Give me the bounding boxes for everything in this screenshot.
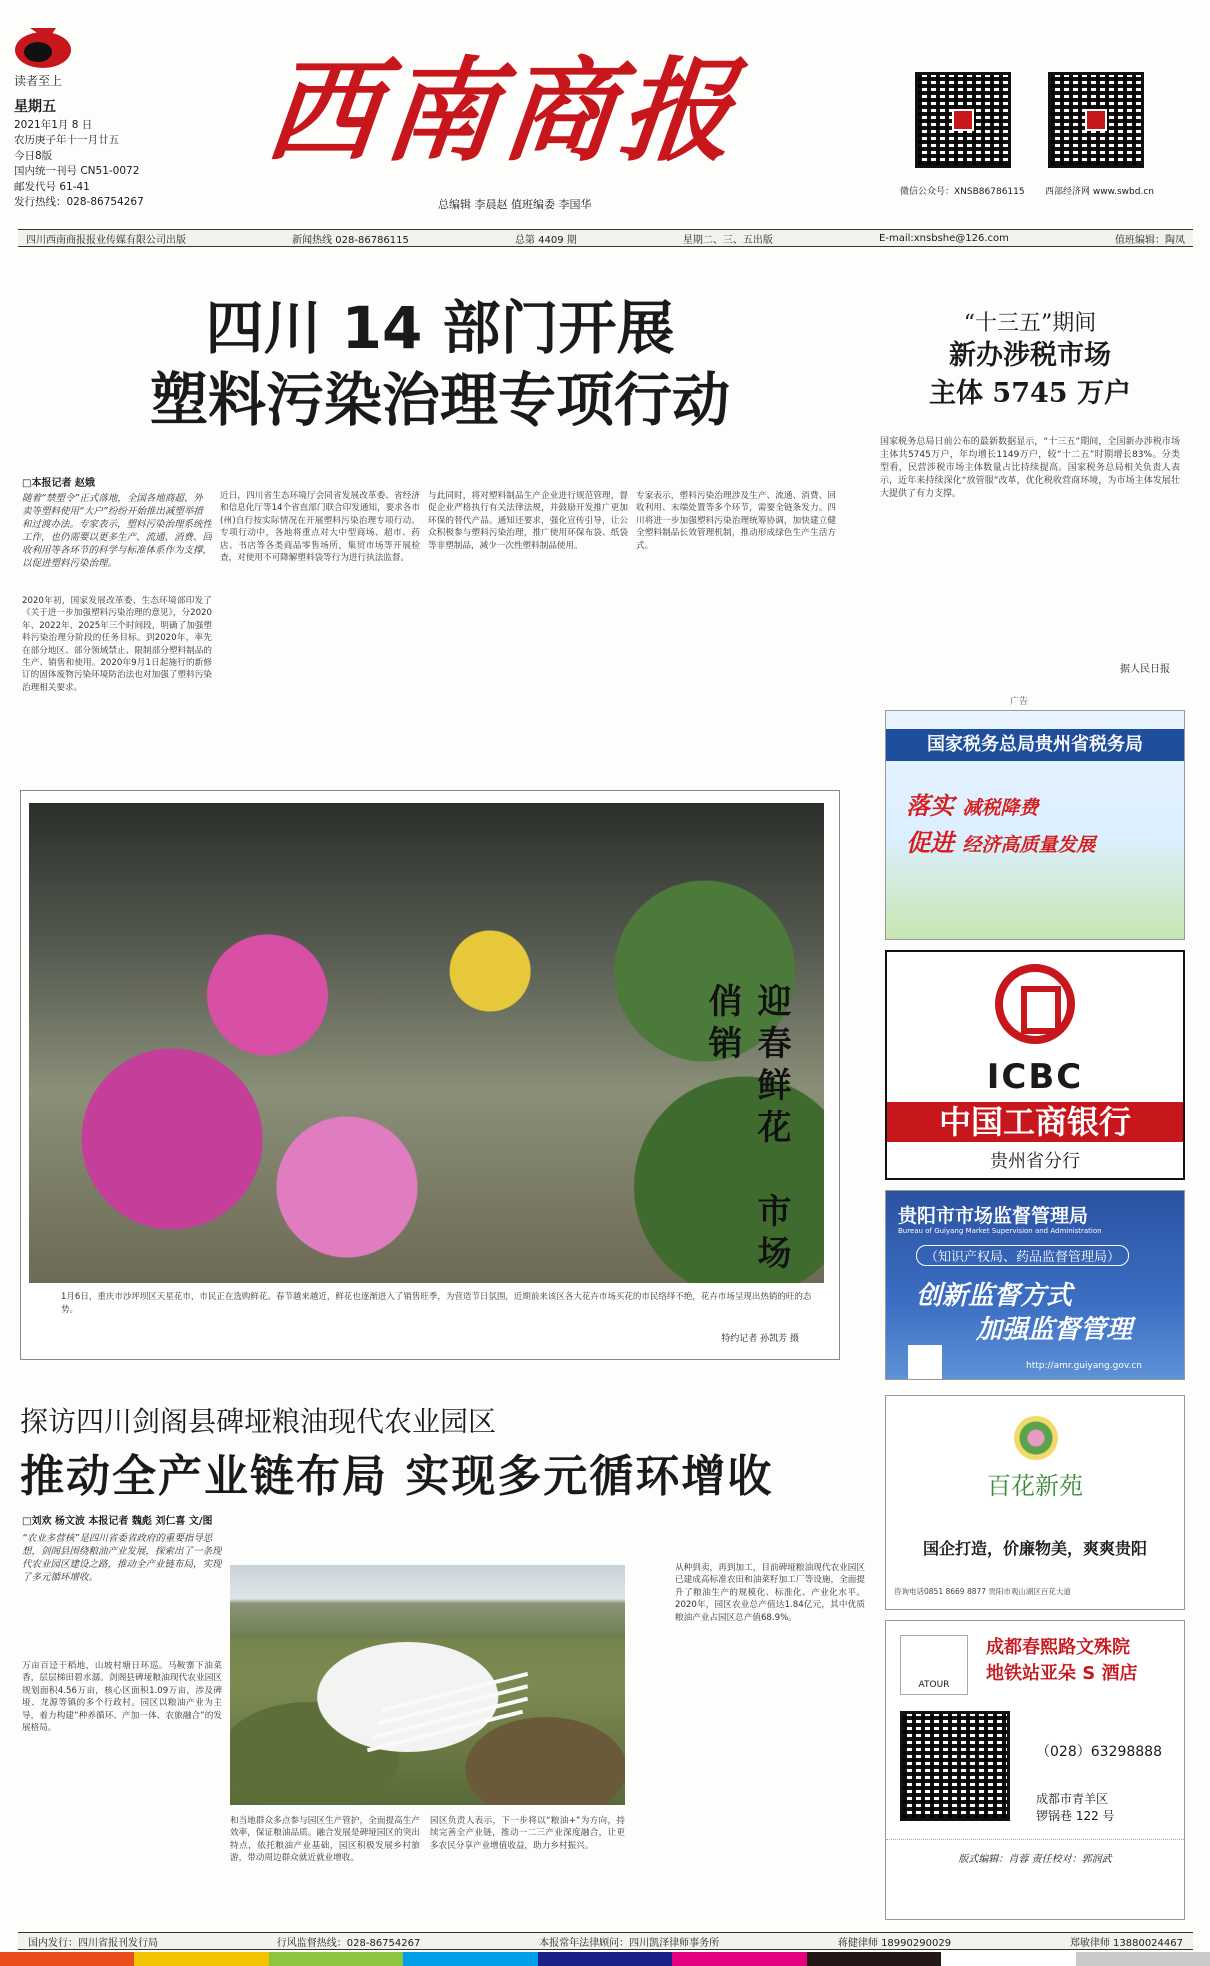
lead-headline-line2: 塑料污染治理专项行动 — [149, 366, 730, 434]
issn: 国内统一刊号 CN51-0072 — [14, 165, 140, 177]
lunar-date: 农历庚子年十一月廿五 — [14, 134, 119, 146]
tax-slogan-2-b: 经济高质量发展 — [962, 834, 1096, 856]
side-story-body: 国家税务总局日前公布的最新数据显示，“十三五”期间，全国新办涉税市场主体共5745万户，年均增长1149万户，较“十二五”时期增长83%。分类型看，民营涉税市场主体数量占比持续提高。国家税务总局相关负责人表示，近年来持续深化“放管服”改革，优化税收营商环境，为市场主体发展壮大提供了有力支撑。 — [880, 437, 1180, 499]
color-swatch — [538, 1952, 672, 1966]
photo-credit: 特约记者 孙凯芳 摄 — [721, 1334, 799, 1344]
story2-column-2: 和当地群众多点参与园区生产管护，全面提高生产效率，保证粮油品质。融合发展是碑垭园区的突出特点，依托粮油产业基础，园区积极发展乡村旅游，带动周边群众就近就业增收。 — [230, 1816, 420, 1864]
newspaper-title: 西南商报 — [260, 46, 746, 177]
photo-feature — [20, 790, 840, 1360]
flower-logo-icon — [1014, 1416, 1058, 1460]
story2-byline: □刘欢 杨文波 本报记者 魏彪 刘仁喜 文/图 — [22, 1516, 213, 1527]
tax-bureau-name: 国家税务总局贵州省税务局 — [886, 729, 1184, 761]
news-hotline: 新闻热线 028-86786115 — [292, 234, 409, 246]
side-story-credit: 据人民日报 — [1120, 664, 1170, 675]
website-qr-code — [1048, 72, 1144, 168]
estate-contact: 咨询电话0851 8669 8877 贵阳市观山湖区百花大道 — [894, 1587, 1071, 1596]
photo-vertical-title: 迎春鲜花 市场俏销 — [702, 983, 791, 1277]
layout-editor-credit: 版式编辑：肖蓉 责任校对：郭润武 — [886, 1839, 1184, 1865]
flower-market-photo — [29, 803, 824, 1283]
color-swatch — [807, 1952, 941, 1966]
newspaper-logo-icon — [8, 20, 78, 75]
page-count: 今日8版 — [14, 149, 53, 162]
sam-slogan-1: 创新监督方式 — [916, 1281, 1073, 1311]
masthead-motto: 读者至上 — [14, 74, 63, 88]
color-swatch — [1076, 1952, 1210, 1966]
icbc-branch: 贵州省分行 — [990, 1151, 1080, 1172]
icbc-chinese-name: 中国工商银行 — [887, 1102, 1183, 1142]
lead-headline — [20, 292, 860, 436]
lead-column-3: 与此同时，将对塑料制品生产企业进行规范管理，督促企业严格执行有关法律法规，并鼓励开发推广更加环保的替代产品。通知还要求，强化宣传引导，让公众积极参与塑料污染治理，推广使用环保布袋、纸袋等非塑制品，减少一次性塑料制品使用。 — [428, 491, 628, 551]
footer-supervision-hotline: 行风监督热线：028-86754267 — [276, 1937, 421, 1949]
lead-headline-line1: 四川 14 部门开展 — [205, 294, 675, 362]
tax-bureau-ad — [885, 710, 1185, 940]
hotel-phone: （028）63298888 — [1036, 1744, 1162, 1760]
icbc-english-name: ICBC — [986, 1057, 1084, 1097]
sam-subtitle: （知识产权局、药品监督管理局） — [916, 1245, 1129, 1266]
lead-byline: □本报记者 赵娥 — [22, 478, 95, 489]
icbc-logo-icon — [995, 964, 1075, 1044]
side-kicker: “十三五”期间 — [963, 311, 1097, 336]
website-qr-caption: 西部经济网 www.swbd.cn — [1045, 187, 1154, 197]
hotel-ad — [885, 1620, 1185, 1920]
photo-caption: 1月6日，重庆市沙坪坝区天星花市，市民正在选购鲜花。春节越来越近，鲜花也逐渐进入了销售旺季，为营造节日氛围，近期前来该区各大花卉市场买花的市民络绎不绝，花卉市场呈现出热销的旺的态势。 — [61, 1292, 812, 1315]
hotel-name-2: 地铁站亚朵 S 酒店 — [986, 1663, 1138, 1684]
publication-info-bar — [18, 229, 1193, 247]
atour-brand: ATOUR — [900, 1635, 968, 1695]
story2-column-2b: 园区负责人表示，下一步将以“粮油+”为方向，持续完善全产业链，推动一二三产业深度融合，让更多农民分享产业增值收益，助力乡村振兴。 — [430, 1816, 625, 1851]
issue-date: 2021年1月 8 日 — [14, 118, 93, 131]
color-swatch — [672, 1952, 806, 1966]
masthead — [0, 0, 1210, 225]
footer-bar — [18, 1932, 1193, 1950]
duty-editor: 值班编辑：陶凤 — [1115, 234, 1185, 246]
color-swatch — [0, 1952, 134, 1966]
hotel-name-1: 成都春熙路文殊院 — [986, 1637, 1130, 1658]
story2-intro: “农业多营核”是四川省委省政府的重要指导思想，剑阁县围绕粮油产业发展，探索出了一条现代农业园区建设之路，推动全产业链布局，实现了多元循环增收。 — [22, 1533, 222, 1583]
email: E-mail:xnsbshe@126.com — [879, 232, 1009, 244]
side-headline-line2: 主体 5745 万户 — [929, 378, 1131, 409]
story2-column-1: 万亩百迳干稻地，山坡村塘日环巡。马鞍寨下油菜香，层层梯田碧水潺。剑阁县碑垭粮油现代农业园区规划面积4.56万亩，核心区面积1.09万亩，涉及碑垭、龙源等镇的多个行政村。园区以粮油产业为主导，着力构建“种养循环、产加一体、农旅融合”的发展格局。 — [22, 1661, 222, 1734]
estate-slogan: 国企打造，价廉物美，爽爽贵阳 — [922, 1539, 1147, 1558]
issue-number: 总第 4409 期 — [515, 234, 577, 246]
hotel-address — [1036, 1791, 1115, 1825]
lead-column-4: 专家表示，塑料污染治理涉及生产、流通、消费、回收利用、末端处置等多个环节，需要全链条发力。四川将进一步加强塑料污染治理统筹协调，加快建立健全塑料制品长效管理机制，推动形成绿色生产生活方式。 — [636, 491, 836, 551]
wechat-qr-caption: 微信公众号：XNSB86786115 — [900, 187, 1025, 197]
ad-label: 广告 — [1010, 697, 1029, 707]
editor-credits: 总编辑 李晨赵 值班编委 李国华 — [438, 198, 592, 211]
color-swatch — [134, 1952, 268, 1966]
sam-qr-code — [908, 1345, 942, 1379]
tax-slogan-1-b: 减税降费 — [962, 797, 1039, 819]
lead-intro: 随着“禁塑令”正式落地，全国各地商超、外卖等塑料使用“大户”纷纷开始推出减塑举措和过渡办法。专家表示，塑料污染治理系统性工作，也仍需要以更多生产、流通、消费、回收利用等各环节的科学与标准体系作为支撑，以促进塑料污染治理。 — [22, 493, 212, 569]
postal-code: 邮发代号 61-41 — [14, 180, 90, 193]
wechat-qr-code — [915, 72, 1011, 168]
real-estate-ad — [885, 1395, 1185, 1610]
story2-column-3: 从种到卖，再到加工，目前碑垭粮油现代农业园区已建成高标准农田和油菜籽加工厂等设施，全面提升了粮油生产的规模化、标准化、产业化水平。2020年，园区农业总产值达1.84亿元，其中优质粮油产业占园区总产值68.9%。 — [675, 1563, 865, 1623]
sam-url: http://amr.guiyang.gov.cn — [1026, 1361, 1142, 1371]
color-swatch — [403, 1952, 537, 1966]
side-headline-line1: 新办涉税市场 — [949, 340, 1111, 371]
sam-name: 贵阳市市场监督管理局 — [898, 1205, 1089, 1227]
color-swatch — [269, 1952, 403, 1966]
tax-slogan-1-a: 落实 — [906, 791, 954, 820]
publisher: 四川西南商报报业传媒有限公司出版 — [26, 234, 186, 246]
footer-distribution: 国内发行：四川省报刊发行局 — [28, 1937, 158, 1949]
sam-english-name: Bureau of Guiyang Market Supervision and Administration — [898, 1227, 1102, 1235]
lead-column-1: 2020年初，国家发展改革委、生态环境部印发了《关于进一步加强塑料污染治理的意见》，分2020年、2022年、2025年三个时间段，明确了加强塑料污染治理分阶段的任务目标。到2020年，率先在部分地区、部分领域禁止、限制部分塑料制品的生产、销售和使用。2020年9月1日起施行的新修订的固体废物污染环境防治法也对加强了塑料污染治理相关要求。 — [22, 596, 212, 693]
side-headline — [880, 306, 1180, 413]
market-supervision-ad — [885, 1190, 1185, 1380]
color-swatch — [941, 1952, 1075, 1966]
tax-slogan-2-a: 促进 — [906, 828, 954, 857]
footer-lawyer-2: 郑敏律师 13880024467 — [1069, 1937, 1183, 1949]
tax-slogan-1 — [906, 786, 1038, 821]
story2-headline: 推动全产业链布局 实现多元循环增收 — [20, 1451, 774, 1502]
hotel-address-line2: 锣锅巷 122 号 — [1036, 1809, 1115, 1823]
sam-slogan-2: 加强监督管理 — [976, 1315, 1133, 1345]
weekday: 星期五 — [14, 99, 56, 115]
distribution-hotline: 发行热线：028-86754267 — [14, 196, 144, 208]
print-color-bar — [0, 1952, 1210, 1966]
issue-info — [14, 100, 244, 211]
footer-lawyer-1: 蒋健律师 18990290029 — [837, 1937, 952, 1949]
footer-legal-advisor: 本报常年法律顾问：四川凯泽律师事务所 — [539, 1937, 720, 1949]
publication-days: 星期二、三、五出版 — [682, 234, 773, 246]
lead-column-2: 近日，四川省生态环境厅会同省发展改革委、省经济和信息化厅等14个省直部门联合印发通知，要求各市(州)自行按实际情况在开展塑料污染治理专项行动。专项行动中，各地将重点对大中型商场、超市、药店、书店等各类商品零售场所，集贸市场等开展检查，对使用不可降解塑料袋等行为进行执法监督。 — [220, 491, 420, 564]
estate-name: 百花新苑 — [987, 1472, 1083, 1500]
icbc-ad — [885, 950, 1185, 1180]
story2-subhead: 探访四川剑阁县碑垭粮油现代农业园区 — [20, 1405, 497, 1438]
tax-slogan-2 — [906, 823, 1095, 858]
hotel-address-line1: 成都市青羊区 — [1036, 1792, 1109, 1806]
hotel-qr-code — [900, 1711, 1010, 1821]
farm-aerial-photo — [230, 1565, 625, 1805]
